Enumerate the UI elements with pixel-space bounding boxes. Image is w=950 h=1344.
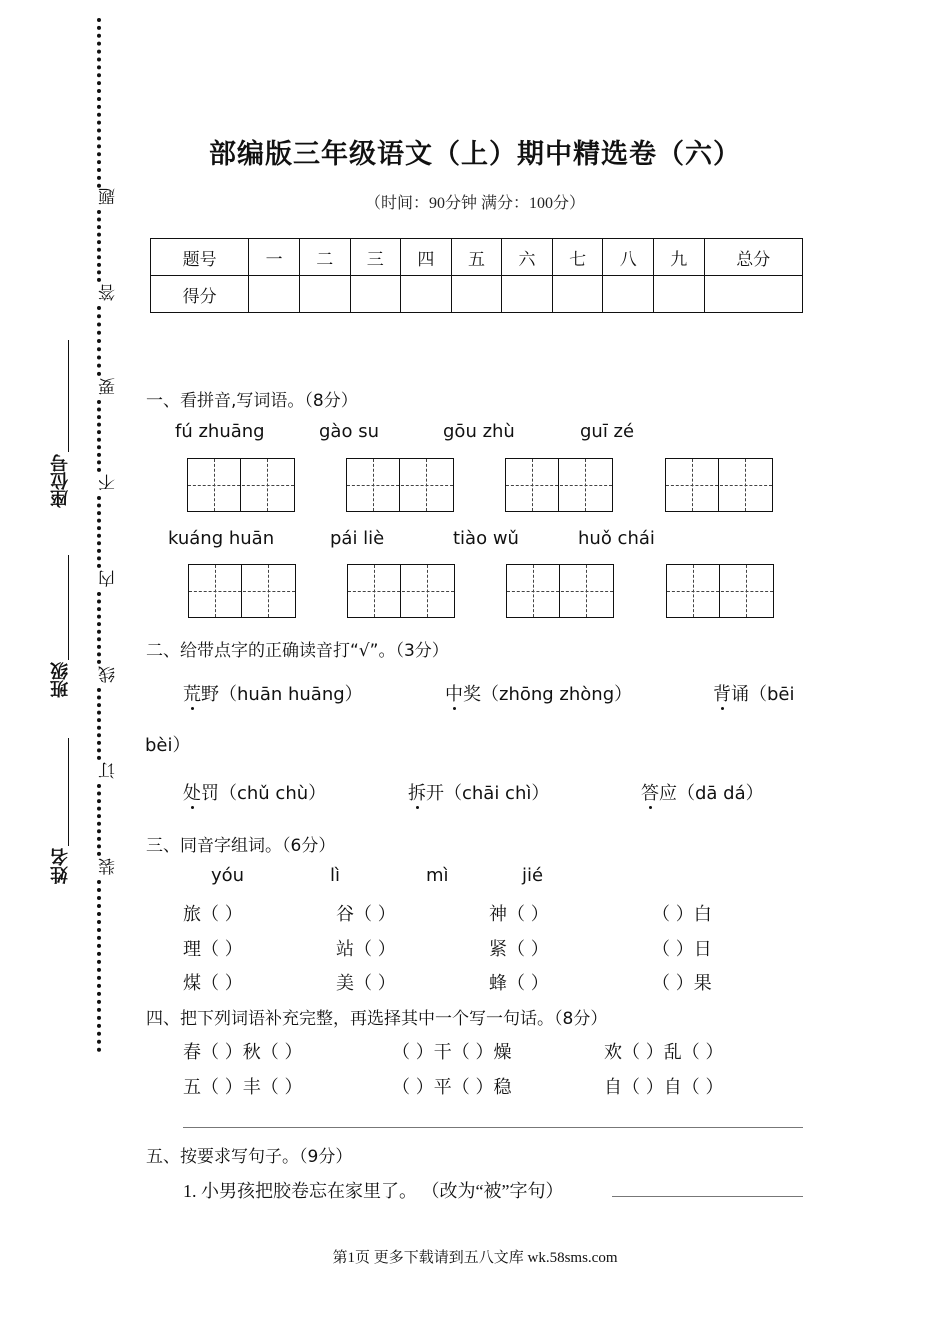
binding-dotted-line	[97, 400, 101, 472]
exam-info: （时间：90分钟 满分：100分）	[364, 195, 585, 212]
score-cell[interactable]	[350, 276, 401, 313]
writing-grid[interactable]	[347, 564, 455, 618]
pronunciation-options: 应（dā dá）	[659, 783, 764, 804]
score-row-label: 得分	[151, 276, 249, 313]
name-label: 姓名	[50, 848, 71, 884]
idiom-blank[interactable]: （ ）干（ ）燥	[392, 1042, 512, 1063]
score-cell[interactable]	[401, 276, 452, 313]
score-header-cell: 二	[299, 239, 350, 276]
dotted-char: 处	[183, 783, 201, 804]
homophone-pinyin: jié	[522, 865, 544, 886]
homophone-blank[interactable]: 美（ ）	[336, 973, 396, 994]
binding-warning-char: 内	[99, 570, 119, 587]
writing-grid[interactable]	[506, 564, 614, 618]
score-header-cell: 六	[502, 239, 553, 276]
score-cell[interactable]	[451, 276, 502, 313]
score-header-cell: 一	[249, 239, 300, 276]
writing-grid[interactable]	[505, 458, 613, 512]
score-header-cell: 五	[451, 239, 502, 276]
homophone-pinyin: yóu	[211, 865, 245, 886]
section-5-title: 五、按要求写句子。（9分）	[146, 1147, 353, 1167]
section-3-title: 三、同音字组词。（6分）	[146, 836, 336, 856]
question-5-1-answer-line[interactable]	[612, 1196, 803, 1197]
score-header-cell: 八	[603, 239, 654, 276]
pinyin-prompt: tiào wǔ	[453, 528, 519, 549]
pronunciation-item[interactable]	[183, 779, 326, 805]
binding-dotted-line	[97, 688, 101, 760]
binding-warning-char: 装	[99, 858, 119, 875]
seat-number-blank[interactable]	[68, 340, 69, 452]
binding-warning-char: 线	[99, 666, 119, 683]
score-cell[interactable]	[249, 276, 300, 313]
score-cell[interactable]	[552, 276, 603, 313]
writing-grid[interactable]	[188, 564, 296, 618]
idiom-blank[interactable]: 欢（ ）乱（ ）	[604, 1042, 724, 1063]
pronunciation-options: 诵（bēi	[731, 684, 795, 705]
score-header-cell: 总分	[704, 239, 802, 276]
homophone-blank[interactable]: 理（ ）	[183, 939, 243, 960]
sentence-answer-line[interactable]	[183, 1127, 803, 1128]
pinyin-prompt: kuáng huān	[168, 528, 275, 549]
dotted-char: 背	[713, 684, 731, 705]
homophone-pinyin: mì	[426, 865, 449, 886]
writing-grid[interactable]	[665, 458, 773, 512]
homophone-pinyin: lì	[330, 865, 341, 886]
homophone-blank[interactable]: 谷（ ）	[336, 904, 396, 925]
homophone-blank[interactable]: 煤（ ）	[183, 973, 243, 994]
pronunciation-item[interactable]	[445, 680, 632, 706]
pronunciation-options: 罚（chǔ chù）	[201, 783, 327, 804]
section-1-title: 一、看拼音,写词语。（8分）	[146, 391, 358, 411]
pronunciation-item[interactable]	[408, 779, 549, 805]
binding-warning-char: 答	[99, 284, 119, 301]
binding-dotted-line	[97, 784, 101, 856]
pronunciation-item[interactable]	[641, 779, 764, 805]
name-blank[interactable]	[68, 738, 69, 846]
binding-warning-char: 题	[99, 188, 119, 205]
pinyin-prompt: huǒ chái	[578, 528, 655, 549]
class-label: 班级	[50, 662, 71, 698]
section-4-title: 四、把下列词语补充完整，再选择其中一个写一句话。（8分）	[146, 1009, 608, 1029]
page-title: 部编版三年级语文（上）期中精选卷（六）	[209, 139, 741, 169]
homophone-blank[interactable]: （ ）白	[652, 904, 712, 925]
binding-dotted-line-bottom	[97, 880, 101, 1052]
score-header-cell: 三	[350, 239, 401, 276]
dotted-char: 荒	[183, 684, 201, 705]
score-table	[150, 238, 803, 313]
page-footer: 第1页 更多下载请到五八文库 wk.58sms.com	[332, 1250, 618, 1266]
pinyin-prompt: guī zé	[580, 421, 635, 442]
score-header-cell: 题号	[151, 239, 249, 276]
score-cell[interactable]	[299, 276, 350, 313]
pinyin-prompt: pái liè	[330, 528, 385, 549]
binding-dotted-line	[97, 496, 101, 568]
idiom-blank[interactable]: （ ）平（ ）稳	[392, 1077, 512, 1098]
pinyin-prompt: gōu zhù	[443, 421, 515, 442]
homophone-blank[interactable]: （ ）果	[652, 973, 712, 994]
pinyin-prompt: fú zhuāng	[175, 421, 265, 442]
score-cell[interactable]	[653, 276, 704, 313]
binding-warning-char: 要	[99, 378, 119, 395]
pinyin-prompt: gào su	[319, 421, 379, 442]
class-blank[interactable]	[68, 555, 69, 660]
idiom-blank[interactable]: 五（ ）丰（ ）	[183, 1077, 303, 1098]
section-2-title: 二、给带点字的正确读音打“√”。（3分）	[146, 641, 449, 661]
idiom-blank[interactable]: 春（ ）秋（ ）	[183, 1042, 303, 1063]
pronunciation-item[interactable]	[713, 680, 795, 706]
homophone-blank[interactable]: 站（ ）	[336, 939, 396, 960]
homophone-blank[interactable]: 蜂（ ）	[489, 973, 549, 994]
binding-dotted-line	[97, 210, 101, 282]
dotted-char: 中	[445, 684, 463, 705]
homophone-blank[interactable]: （ ）日	[652, 939, 712, 960]
binding-warning-char: 不	[99, 474, 119, 491]
homophone-blank[interactable]: 旅（ ）	[183, 904, 243, 925]
binding-dotted-line	[97, 592, 101, 664]
writing-grid[interactable]	[187, 458, 295, 512]
pronunciation-options: 开（chāi chì）	[426, 783, 550, 804]
binding-dotted-line	[97, 306, 101, 376]
score-cell[interactable]	[502, 276, 553, 313]
score-cell[interactable]	[603, 276, 654, 313]
pronunciation-options: 奖（zhōng zhòng）	[463, 684, 633, 705]
pronunciation-options: 野（huān huāng）	[201, 684, 363, 705]
score-header-cell: 四	[401, 239, 452, 276]
homophone-blank[interactable]: 紧（ ）	[489, 939, 549, 960]
score-table-score-row	[151, 276, 803, 313]
question-5-1: 1. 小男孩把胶卷忘在家里了。 （改为“被”字句）	[183, 1181, 564, 1201]
homophone-blank[interactable]: 神（ ）	[489, 904, 549, 925]
dotted-char: 拆	[408, 783, 426, 804]
pronunciation-item[interactable]	[183, 680, 363, 706]
score-header-cell: 九	[653, 239, 704, 276]
pronunciation-wrap: bèi）	[145, 735, 191, 756]
writing-grid[interactable]	[666, 564, 774, 618]
idiom-blank[interactable]: 自（ ）自（ ）	[604, 1077, 724, 1098]
score-table-header-row	[151, 239, 803, 276]
score-cell[interactable]	[704, 276, 802, 313]
binding-warning-char: 订	[99, 762, 119, 779]
score-header-cell: 七	[552, 239, 603, 276]
writing-grid[interactable]	[346, 458, 454, 512]
dotted-char: 答	[641, 783, 659, 804]
seat-number-label: 座位号	[50, 454, 71, 508]
